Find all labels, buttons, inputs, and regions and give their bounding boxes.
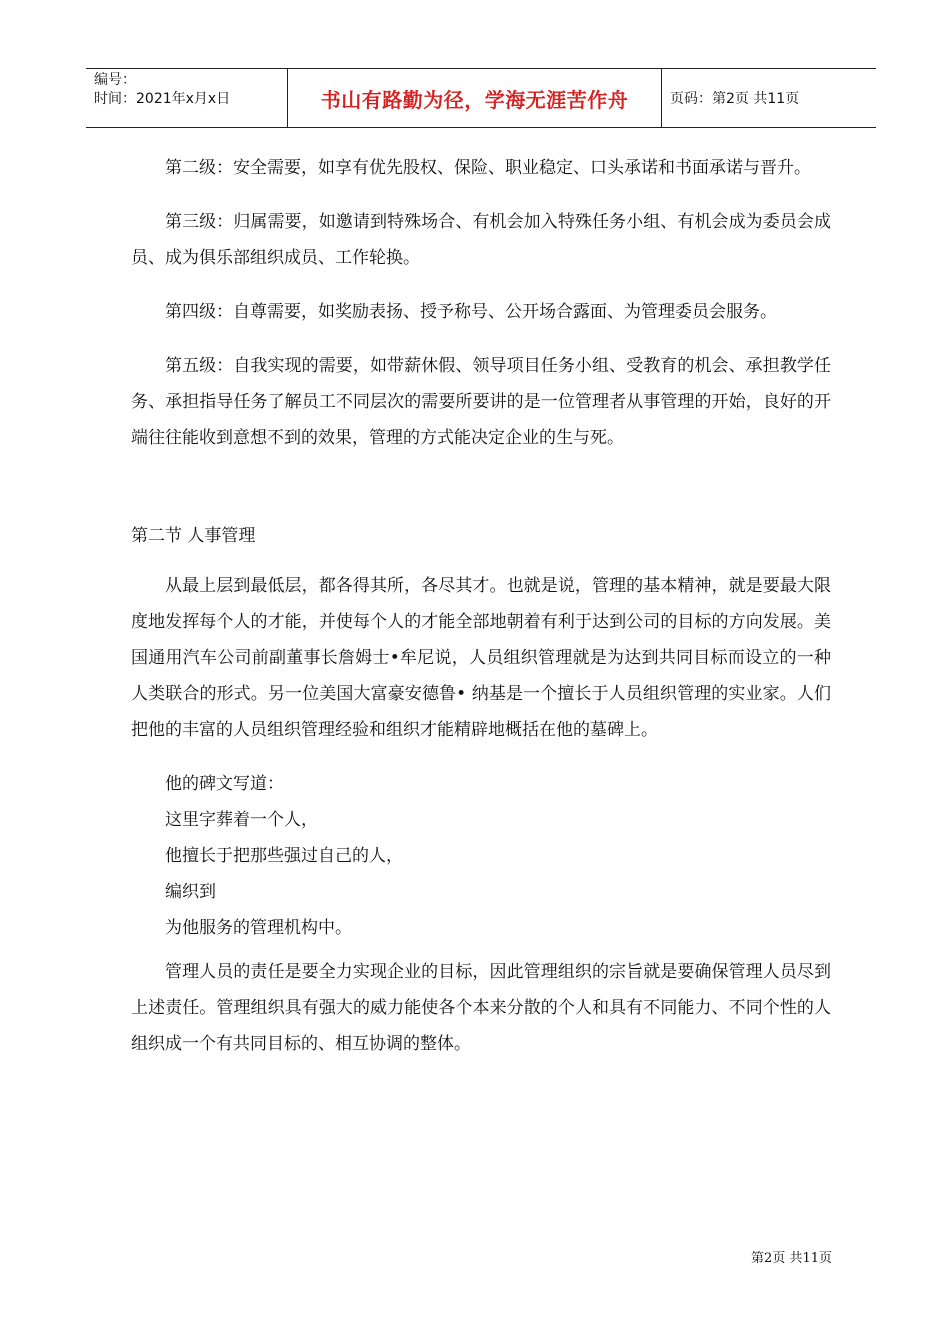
epitaph-line: 为他服务的管理机构中。	[165, 918, 352, 938]
section-title: 第二节 人事管理	[131, 526, 256, 546]
number-label: 编号：	[94, 72, 136, 88]
page-header	[86, 68, 876, 128]
paragraph-manager-responsibility: 管理人员的责任是要全力实现企业的目标，因此管理组织的宗旨就是要确保管理人员尽到上述责任。管理组织具有强大的威力能使各个本来分散的个人和具有不同能力、不同个性的人组织成一个有共同目标的、相互协调的整体。	[131, 962, 831, 1054]
header-meta	[86, 69, 288, 127]
epitaph-line: 他的碑文写道：	[165, 774, 284, 794]
epitaph-line: 编织到	[165, 882, 216, 902]
epitaph-line: 这里字葬着一个人，	[165, 810, 318, 830]
paragraph-level-3: 第三级：归属需要，如邀请到特殊场合、有机会加入特殊任务小组、有机会成为委员会成员、成为俱乐部组织成员、工作轮换。	[131, 212, 831, 268]
paragraph-personnel-management: 从最上层到最低层，都各得其所，各尽其才。也就是说，管理的基本精神，就是要最大限度地发挥每个人的才能，并使每个人的才能全部地朝着有利于达到公司的目标的方向发展。美国通用汽车公司前副董事长詹姆士•牟尼说，人员组织管理就是为达到共同目标而设立的一种人类联合的形式。另一位美国大富豪安德鲁• 纳基是一个擅长于人员组织管理的实业家。人们把他的丰富的人员组织管理经验和组织才能精辟地概括在他的墓碑上。	[131, 576, 831, 740]
header-page-number: 页码：第2页 共11页	[670, 91, 800, 107]
paragraph-level-4: 第四级：自尊需要，如奖励表扬、授予称号、公开场合露面、为管理委员会服务。	[165, 302, 777, 322]
page-footer: 第2页 共11页	[751, 1251, 832, 1266]
document-body	[131, 150, 831, 1080]
epitaph-line: 他擅长于把那些强过自己的人，	[165, 846, 403, 866]
header-motto: 书山有路勤为径，学海无涯苦作舟	[288, 69, 662, 127]
date-label: 时间：2021年x月x日	[94, 91, 231, 107]
epitaph-block	[131, 766, 831, 946]
paragraph-level-2: 第二级：安全需要，如享有优先股权、保险、职业稳定、口头承诺和书面承诺与晋升。	[165, 158, 811, 178]
paragraph-level-5: 第五级：自我实现的需要，如带薪休假、领导项目任务小组、受教育的机会、承担教学任务、承担指导任务了解员工不同层次的需要所要讲的是一位管理者从事管理的开始，良好的开端往往能收到意想不到的效果，管理的方式能决定企业的生与死。	[131, 356, 831, 448]
